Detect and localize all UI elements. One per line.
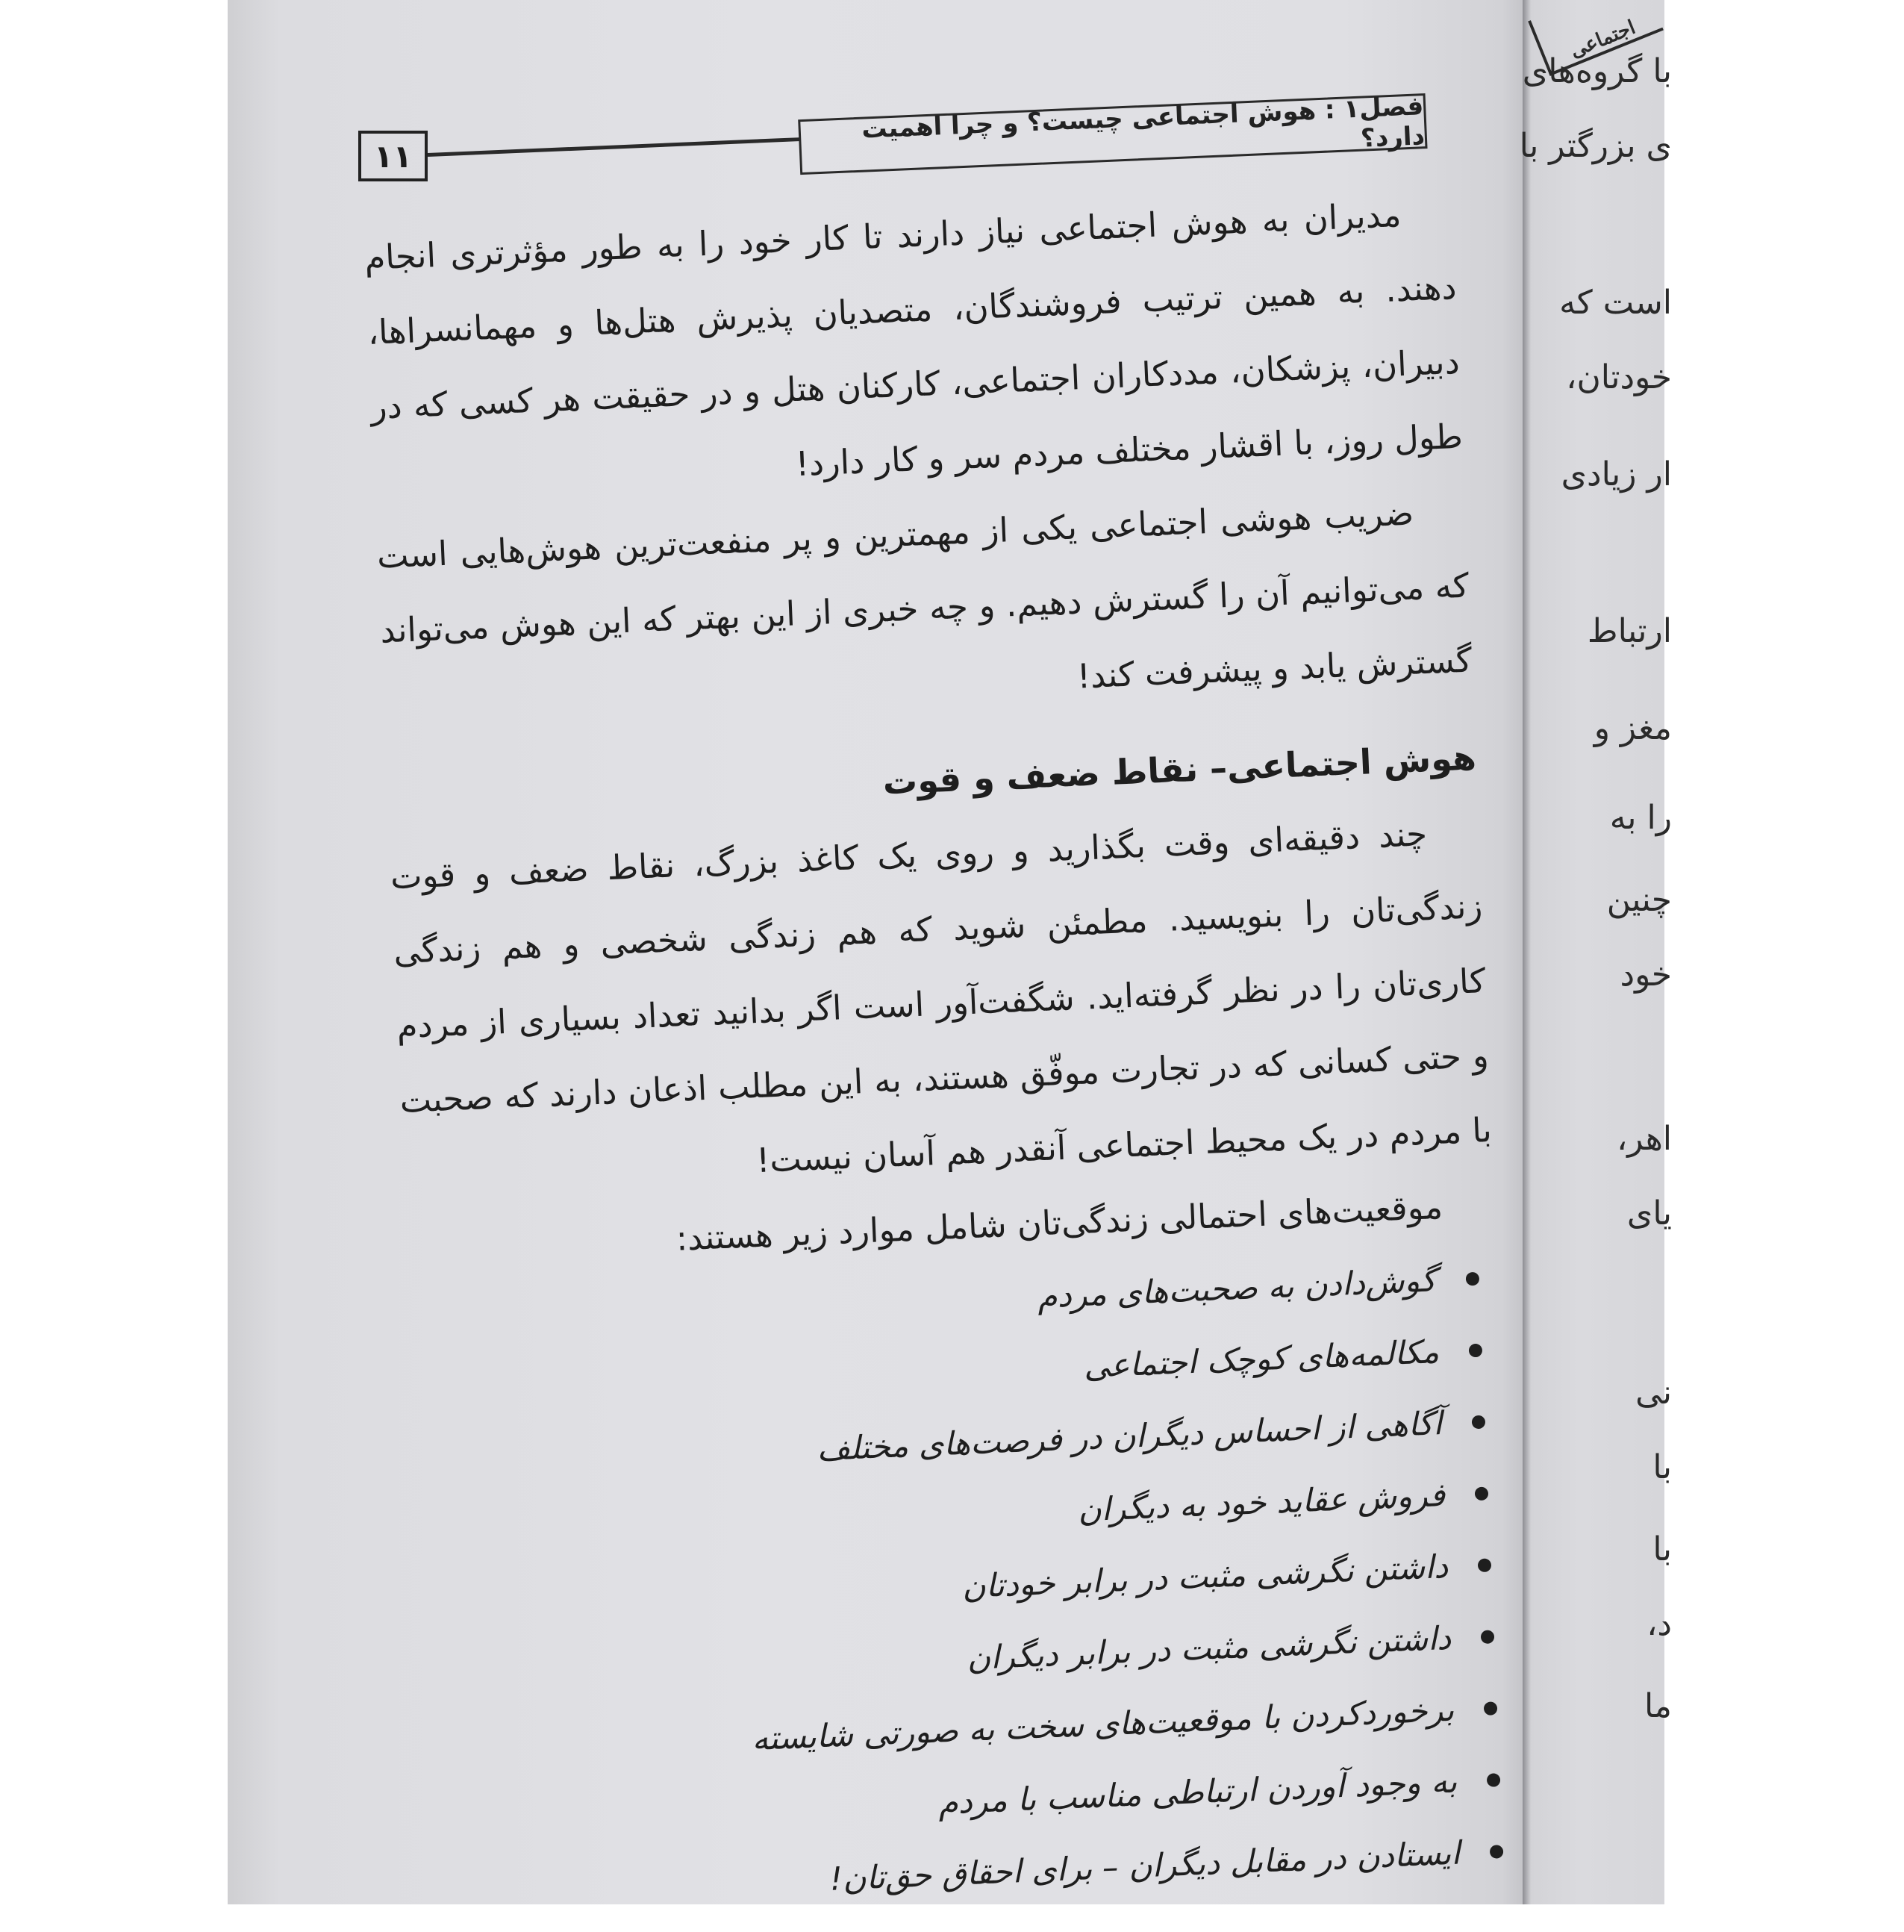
adjacent-line: نی bbox=[1635, 1374, 1672, 1412]
adjacent-line: با bbox=[1652, 1448, 1672, 1486]
list-item-text: گوش‌دادن به صحبت‌های مردم bbox=[1036, 1262, 1438, 1316]
adjacent-line: د، bbox=[1647, 1605, 1672, 1643]
book-page bbox=[228, 0, 1541, 1904]
paragraph-1: مدیران به هوش اجتماعی نیاز دارند تا کار خود را به طور مؤثرتری انجام دهند. به همین ترتیب فروشندگان، متصدیان پذیرش هتل‌ها و مهمانسراها، دبیران، پزشکان، مددکاران اجتماعی، کارکنان هتل و در حقیقت هر کسی که در طول روز، با اقشار مختلف مردم سر و کار دارد! bbox=[363, 194, 1464, 484]
adjacent-line: خود bbox=[1620, 956, 1672, 994]
bullet-list bbox=[408, 1242, 1523, 1932]
list-item-text: مکالمه‌های کوچک اجتماعی bbox=[1082, 1333, 1441, 1386]
paragraph-4: موقعیت‌های احتمالی زندگی‌تان شامل موارد زیر هستند: bbox=[675, 1186, 1443, 1259]
adjacent-page bbox=[1519, 0, 1672, 1904]
bullet-icon bbox=[1490, 1845, 1504, 1859]
adjacent-line: ار زیادی bbox=[1561, 455, 1672, 493]
header-rule bbox=[428, 137, 801, 157]
adjacent-page-header: اجتماعی bbox=[1528, 0, 1664, 76]
bullet-icon bbox=[1478, 1558, 1492, 1572]
chapter-title: فصل۱ : هوش اجتماعی چیست؟ و چرا اهمیت دارد؟ bbox=[798, 93, 1427, 175]
adjacent-line: اهر، bbox=[1617, 1120, 1672, 1158]
list-item-text: برخوردکردن با موقعیت‌های سخت به صورتی شایسته bbox=[751, 1691, 1455, 1759]
page-header bbox=[358, 93, 1426, 175]
adjacent-line: است که bbox=[1559, 284, 1672, 322]
adjacent-line: یای bbox=[1626, 1194, 1672, 1233]
list-item-text: داشتن نگرشی مثبت در برابر خودتان bbox=[961, 1548, 1449, 1607]
adjacent-line: ما bbox=[1644, 1687, 1672, 1725]
adjacent-line: ارتباط bbox=[1587, 612, 1672, 650]
bullet-icon bbox=[1487, 1773, 1501, 1787]
bullet-icon bbox=[1481, 1630, 1495, 1644]
bullet-icon bbox=[1484, 1701, 1498, 1716]
list-item-text: ایستادن در مقابل دیگران – برای احقاق حق‌تان! bbox=[828, 1834, 1461, 1898]
adjacent-line: با گروه‌های bbox=[1522, 52, 1672, 90]
bullet-icon bbox=[1475, 1487, 1489, 1501]
page-number: ۱۱ bbox=[358, 131, 428, 181]
adjacent-line: مغز و bbox=[1594, 709, 1672, 747]
paragraph-2: ضریب هوشی اجتماعی یکی از مهمترین و پر منفعت‌ترین هوش‌هایی است که می‌توانیم آن را گسترش دهیم. و چه خبری از این بهتر که این هوش می‌تواند گسترش یابد و پیشرفت کند! bbox=[375, 493, 1473, 697]
list-item-text: فروش عقاید خود به دیگران bbox=[1077, 1476, 1446, 1530]
section-heading: هوش اجتماعی– نقاط ضعف و قوت bbox=[881, 737, 1477, 803]
list-item-text: داشتن نگرشی مثبت در برابر دیگران bbox=[966, 1619, 1452, 1677]
main-text bbox=[363, 175, 1523, 1932]
adjacent-line: با bbox=[1652, 1530, 1672, 1568]
bullet-icon bbox=[1466, 1272, 1480, 1286]
bullet-icon bbox=[1469, 1344, 1483, 1358]
adjacent-line: ی بزرگتر با bbox=[1519, 127, 1672, 165]
list-item-text: به وجود آوردن ارتباطی مناسب با مردم bbox=[937, 1763, 1458, 1822]
bullet-icon bbox=[1472, 1415, 1486, 1430]
adjacent-line: را به bbox=[1609, 799, 1672, 837]
adjacent-line: خودتان، bbox=[1566, 358, 1672, 396]
list-item-text: آگاهی از احساس دیگران در فرصت‌های مختلف bbox=[816, 1405, 1443, 1469]
paragraph-3: چند دقیقه‌ای وقت بگذارید و روی یک کاغذ بزرگ، نقاط ضعف و قوت زندگی‌تان را بنویسید. مطمئن شوید که هم زندگی شخصی و هم زندگی کاری‌تان را در نظر گرفته‌اید. شگفت‌آور است اگر بدانید تعداد بسیاری از مردم و حتی کسانی که در تجارت موفّق هستند، به این مطلب اذعان دارند که صحبت با مردم در یک محیط اجتماعی آنقدر هم آسان نیست! bbox=[390, 814, 1493, 1181]
adjacent-line: چنین bbox=[1606, 881, 1672, 919]
